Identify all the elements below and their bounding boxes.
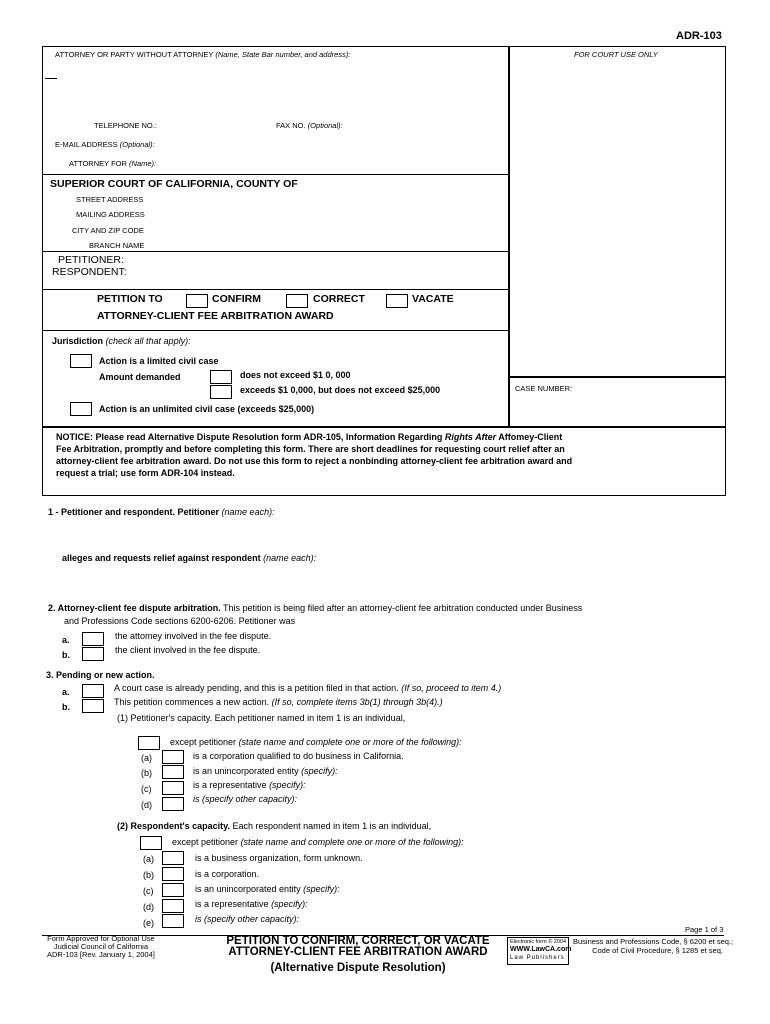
item2-a-text: the attomey involved in the fee dispute. [115,631,272,641]
item1-label: 1 - Petitioner and respondent. Petitioner (name each): [48,507,275,517]
mailing-address-label: MAILING ADDRESS [76,210,145,219]
stamp-line-1: Electronic form © 2004 [510,939,567,945]
petition-to-label: PETITION TO [97,293,163,305]
court-use-box [508,46,726,378]
court-use-label: FOR COURT USE ONLY [574,50,658,59]
petitioner-label: PETITIONER: [58,254,124,266]
correct-label: CORRECT [313,293,365,305]
code-citations: Business and Professions Code, § 6200 et seq.; Code of Civil Procedure, § 1285 et seq. [573,937,734,955]
item3-b-text: This petition commences a new action. (If so, complete items 3b(1) through 3b(4).) [114,697,443,707]
resp-d-letter: (d) [143,902,154,912]
form-id: ADR-103 [676,30,722,42]
pet-a-letter: (a) [141,753,152,763]
pet-d-text: is (specify other capacity): [193,794,298,804]
form-approved: Form Approved for Optional Use Judicial Council of California ADR-103 [Rev. January 1, 2004] [47,934,155,959]
unlimited-civil-label: Action is an unlimited civil case (exceeds $25,000) [99,404,315,414]
resp-a-letter: (a) [143,854,154,864]
resp-d-checkbox[interactable] [162,899,184,913]
pet-b-text: is an unincorporated entity (specify): [193,766,338,776]
notice-line-2: Fee Arbitration, promptly and before completing this form. There are short deadlines for requesting court relief after an [56,444,565,454]
pending-case-checkbox[interactable] [82,684,104,698]
except-petitioner-label: except petitioner (state name and complete one or more of the following): [170,737,462,747]
except-respondent-checkbox[interactable] [140,836,162,850]
item2-text: and Professions Code sections 6200-6206. Petitioner was [64,616,296,626]
award-title: ATTORNEY-CLIENT FEE ARBITRATION AWARD [97,310,334,322]
item2-b-text: the client involved in the fee dispute. [115,645,261,655]
jurisdiction-label: Jurisdiction (check all that apply): [52,336,191,346]
item2-a-letter: a. [62,635,70,645]
resp-c-text: is an unincorporated entity (specify): [195,884,340,894]
court-title: SUPERIOR COURT OF CALIFORNIA, COUNTY OF [50,178,298,190]
divider [42,251,509,252]
not-exceed-label: does not exceed $1 0, 000 [240,370,351,380]
resp-e-checkbox[interactable] [162,914,184,928]
confirm-checkbox[interactable] [186,294,208,308]
pet-c-checkbox[interactable] [162,781,184,795]
resp-b-checkbox[interactable] [162,867,184,881]
respondent-capacity: (2) Respondent's capacity. Each respondent named in item 1 is an individual, [117,821,432,831]
resp-e-letter: (e) [143,918,154,928]
footer-title: PETITION TO CONFIRM, CORRECT, OR VACATE ATTORNEY-CLIENT FEE ARBITRATION AWARD [226,935,490,958]
street-address-label: STREET ADDRESS [76,195,144,204]
resp-c-letter: (c) [143,886,154,896]
divider [42,330,509,331]
divider [42,174,509,175]
item3-b-letter: b. [62,702,70,712]
new-action-checkbox[interactable] [82,699,104,713]
petitioner-capacity: (1) Petitioner's capacity. Each petitioner named in item 1 is an individual, [117,713,406,723]
vacate-label: VACATE [412,293,454,305]
fax-label: FAX NO. (Optional): [276,121,343,130]
branch-name-label: BRANCH NAME [89,241,145,250]
divider [45,78,57,79]
item2-label: 2. Attorney-client fee dispute arbitration. This petition is being filed after an attorney-client fee arbitration conducted under Business [48,603,583,613]
vacate-checkbox[interactable] [386,294,408,308]
resp-d-text: is a representative (specify): [195,899,308,909]
exceeds-label: exceeds $1 0,000, but does not exceed $25,000 [240,385,441,395]
pet-d-letter: (d) [141,800,152,810]
resp-b-text: is a corporation. [195,869,260,879]
divider [42,289,509,290]
resp-a-checkbox[interactable] [162,851,184,865]
email-label: E-MAIL ADDRESS (Optional): [55,140,155,149]
limited-civil-label: Action is a limited civil case [99,356,219,366]
exceeds-checkbox[interactable] [210,385,232,399]
telephone-label: TELEPHONE NO.: [94,121,157,130]
page-number: Page 1 of 3 [685,925,724,934]
limited-civil-checkbox[interactable] [70,354,92,368]
footer-subtitle: (Alternative Dispute Resolution) [270,962,446,974]
item3-a-letter: a. [62,687,70,697]
attorney-checkbox[interactable] [82,632,104,646]
client-checkbox[interactable] [82,647,104,661]
city-zip-label: CITY AND ZIP CODE [72,226,144,235]
attorney-label: ATTORNEY OR PARTY WITHOUT ATTORNEY (Name, State Bar number, and address): [55,50,351,59]
respondent-label: RESPONDENT: [52,266,127,278]
item3-a-text: A court case is already pending, and this is a petition filed in that action. (If so, proceed to item 4.) [114,683,502,693]
resp-b-letter: (b) [143,870,154,880]
stamp-line-2: WWW.LawCA.com [510,946,572,953]
pet-b-letter: (b) [141,768,152,778]
pet-a-text: is a corporation qualified to do business in California. [193,751,404,761]
item2-b-letter: b. [62,650,70,660]
resp-e-text: is (specify other capacity): [195,914,300,924]
confirm-label: CONFIRM [212,293,261,305]
resp-a-text: is a business organization, form unknown. [195,853,363,863]
notice-line-4: request a trial; use form ADR-104 instead. [56,468,235,478]
not-exceed-checkbox[interactable] [210,370,232,384]
attorney-for-label: ATTORNEY FOR (Name): [69,159,157,168]
pet-c-text: is a representative (specify): [193,780,306,790]
pet-d-checkbox[interactable] [162,797,184,811]
amount-demanded-label: Amount demanded [99,372,181,382]
correct-checkbox[interactable] [286,294,308,308]
notice-line-3: attorney-client fee arbitration award. Do not use this form to reject a nonbinding attorney-client fee arbitration award and [56,456,573,466]
alleges-label: alleges and requests relief against respondent (name each): [62,553,317,563]
except-petitioner-checkbox[interactable] [138,736,160,750]
resp-c-checkbox[interactable] [162,883,184,897]
unlimited-civil-checkbox[interactable] [70,402,92,416]
item3-label: 3. Pending or new action. [46,670,155,680]
except-respondent-label: except petitioner (state name and complete one or more of the following): [172,837,464,847]
pet-c-letter: (c) [141,784,152,794]
notice-line-1: NOTICE: Please read Alternative Dispute Resolution form ADR-105, Information Regarding Rights After Affomey-Client [56,432,563,442]
case-number-label: CASE NUMBER: [515,384,573,393]
stamp-line-3: Law Publishers [510,955,565,961]
pet-b-checkbox[interactable] [162,765,184,779]
pet-a-checkbox[interactable] [162,750,184,764]
